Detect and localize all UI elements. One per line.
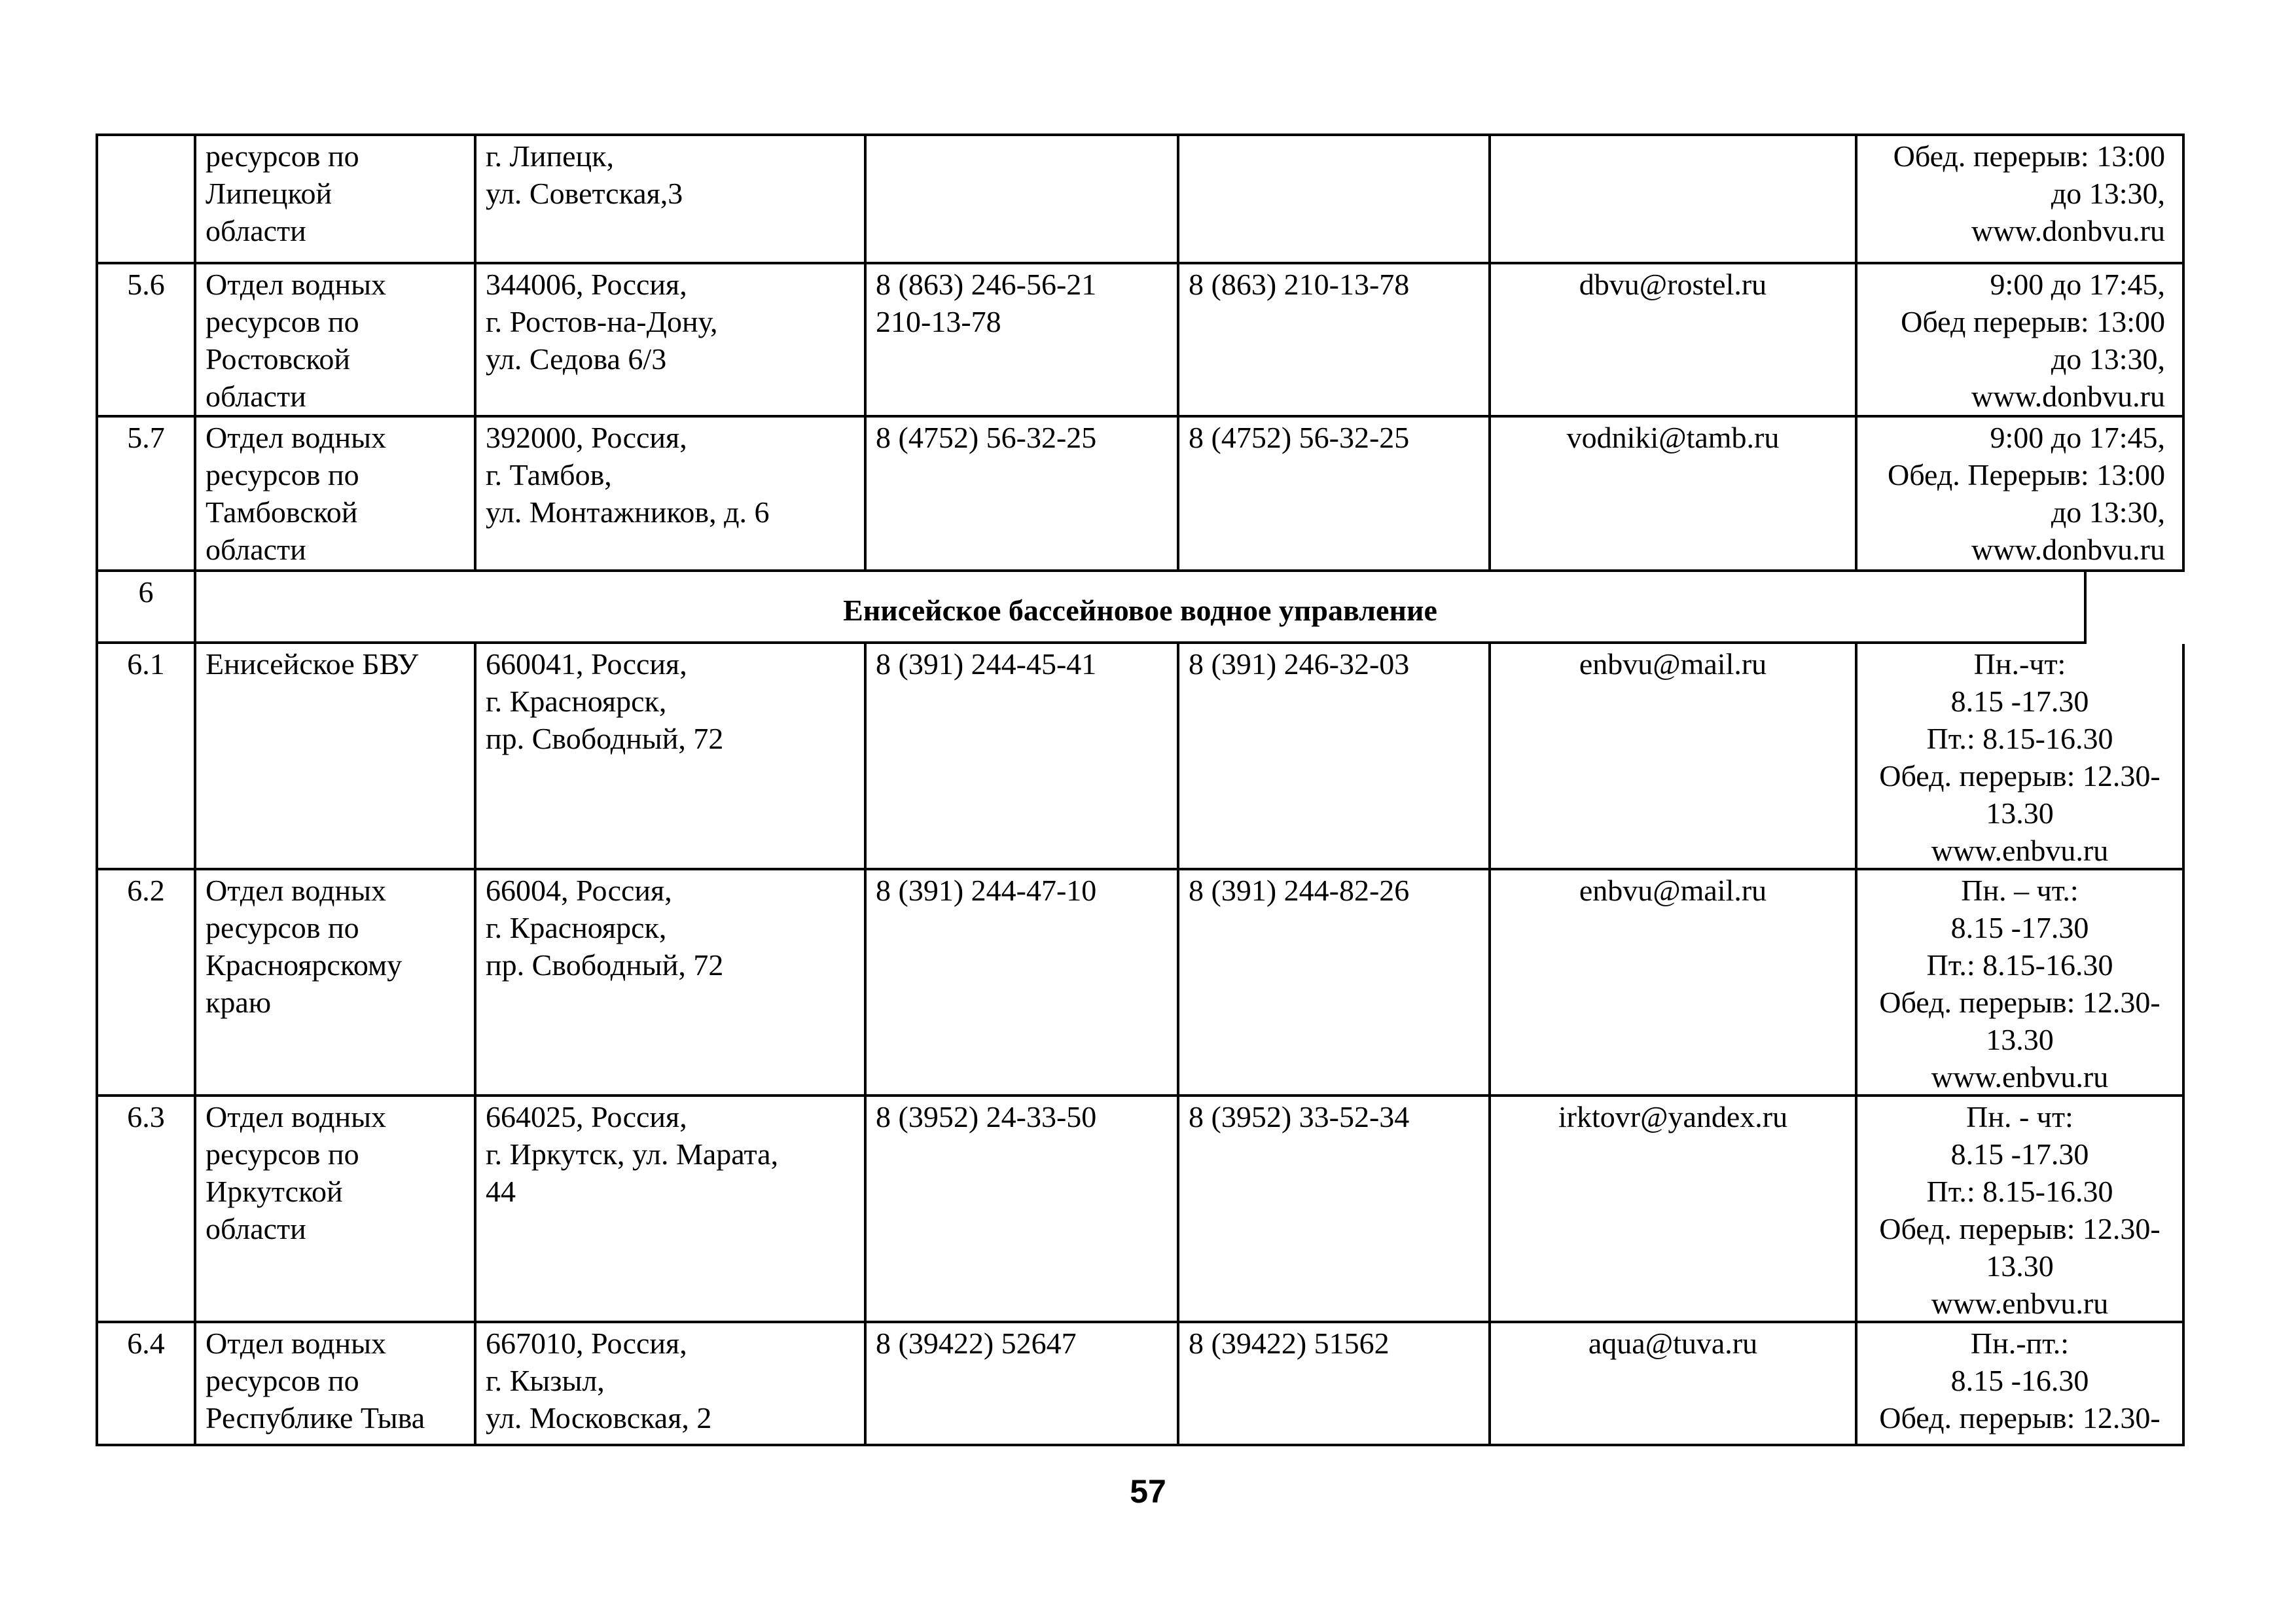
org-fax: 8 (391) 244-82-26: [1179, 870, 1491, 1097]
org-address: 660041, Россия, г. Красноярск, пр. Свободный, 72: [476, 644, 867, 870]
row-number: 5.7: [98, 418, 196, 572]
org-name: Отдел водных ресурсов по Ростовской области: [196, 264, 476, 418]
org-address: г. Липецк, ул. Советская,3: [476, 136, 867, 264]
org-fax: 8 (3952) 33-52-34: [1179, 1097, 1491, 1323]
row-number: 6.4: [98, 1323, 196, 1446]
org-fax: 8 (39422) 51562: [1179, 1323, 1491, 1446]
org-email: aqua@tuva.ru: [1491, 1323, 1857, 1446]
row-number: 6.1: [98, 644, 196, 870]
org-hours: Пн.-пт.: 8.15 -16.30 Обед. перерыв: 12.30-: [1857, 1323, 2185, 1446]
org-name: Отдел водных ресурсов по Республике Тыва: [196, 1323, 476, 1446]
table-row: [98, 644, 2185, 870]
table-row: [98, 1323, 2185, 1446]
table-row: [98, 264, 2185, 418]
table-row: [98, 136, 2185, 264]
org-name: Отдел водных ресурсов по Красноярскому краю: [196, 870, 476, 1097]
org-fax: 8 (4752) 56-32-25: [1179, 418, 1491, 572]
org-hours: Пн. – чт.: 8.15 -17.30 Пт.: 8.15-16.30 Обед. перерыв: 12.30- 13.30 www.enbvu.ru: [1857, 870, 2185, 1097]
org-phone: [867, 136, 1179, 264]
org-hours: 9:00 до 17:45, Обед перерыв: 13:00 до 13:30, www.donbvu.ru: [1857, 264, 2185, 418]
org-phone: 8 (391) 244-45-41: [867, 644, 1179, 870]
section-title: Енисейское бассейновое водное управление: [196, 572, 2087, 644]
org-fax: 8 (391) 246-32-03: [1179, 644, 1491, 870]
org-name: Енисейское БВУ: [196, 644, 476, 870]
org-email: irktovr@yandex.ru: [1491, 1097, 1857, 1323]
org-address: 392000, Россия, г. Тамбов, ул. Монтажников, д. 6: [476, 418, 867, 572]
table-row: [98, 418, 2185, 572]
org-address: 344006, Россия, г. Ростов-на-Дону, ул. Седова 6/3: [476, 264, 867, 418]
org-hours: Пн.-чт: 8.15 -17.30 Пт.: 8.15-16.30 Обед. перерыв: 12.30- 13.30 www.enbvu.ru: [1857, 644, 2185, 870]
org-address: 664025, Россия, г. Иркутск, ул. Марата, 44: [476, 1097, 867, 1323]
row-number: 6.3: [98, 1097, 196, 1323]
org-phone: 8 (39422) 52647: [867, 1323, 1179, 1446]
org-address: 66004, Россия, г. Красноярск, пр. Свободный, 72: [476, 870, 867, 1097]
org-fax: 8 (863) 210-13-78: [1179, 264, 1491, 418]
contacts-table: [96, 134, 2185, 1446]
table-row: [98, 870, 2185, 1097]
table-row: [98, 1097, 2185, 1323]
org-phone: 8 (391) 244-47-10: [867, 870, 1179, 1097]
org-email: enbvu@mail.ru: [1491, 870, 1857, 1097]
org-name: ресурсов по Липецкой области: [196, 136, 476, 264]
org-phone: 8 (3952) 24-33-50: [867, 1097, 1179, 1323]
row-number: [98, 136, 196, 264]
org-name: Отдел водных ресурсов по Иркутской области: [196, 1097, 476, 1323]
org-phone: 8 (4752) 56-32-25: [867, 418, 1179, 572]
section-number: 6: [98, 572, 196, 644]
org-email: vodniki@tamb.ru: [1491, 418, 1857, 572]
org-email: enbvu@mail.ru: [1491, 644, 1857, 870]
section-row: [98, 572, 2185, 644]
org-hours: 9:00 до 17:45, Обед. Перерыв: 13:00 до 13:30, www.donbvu.ru: [1857, 418, 2185, 572]
org-hours: Пн. - чт: 8.15 -17.30 Пт.: 8.15-16.30 Обед. перерыв: 12.30- 13.30 www.enbvu.ru: [1857, 1097, 2185, 1323]
org-email: dbvu@rostel.ru: [1491, 264, 1857, 418]
org-address: 667010, Россия, г. Кызыл, ул. Московская, 2: [476, 1323, 867, 1446]
org-fax: [1179, 136, 1491, 264]
org-email: [1491, 136, 1857, 264]
org-hours: Обед. перерыв: 13:00 до 13:30, www.donbvu.ru: [1857, 136, 2185, 264]
org-phone: 8 (863) 246-56-21 210-13-78: [867, 264, 1179, 418]
row-number: 6.2: [98, 870, 196, 1097]
row-number: 5.6: [98, 264, 196, 418]
org-name: Отдел водных ресурсов по Тамбовской области: [196, 418, 476, 572]
page-number: 57: [1130, 1473, 1166, 1510]
